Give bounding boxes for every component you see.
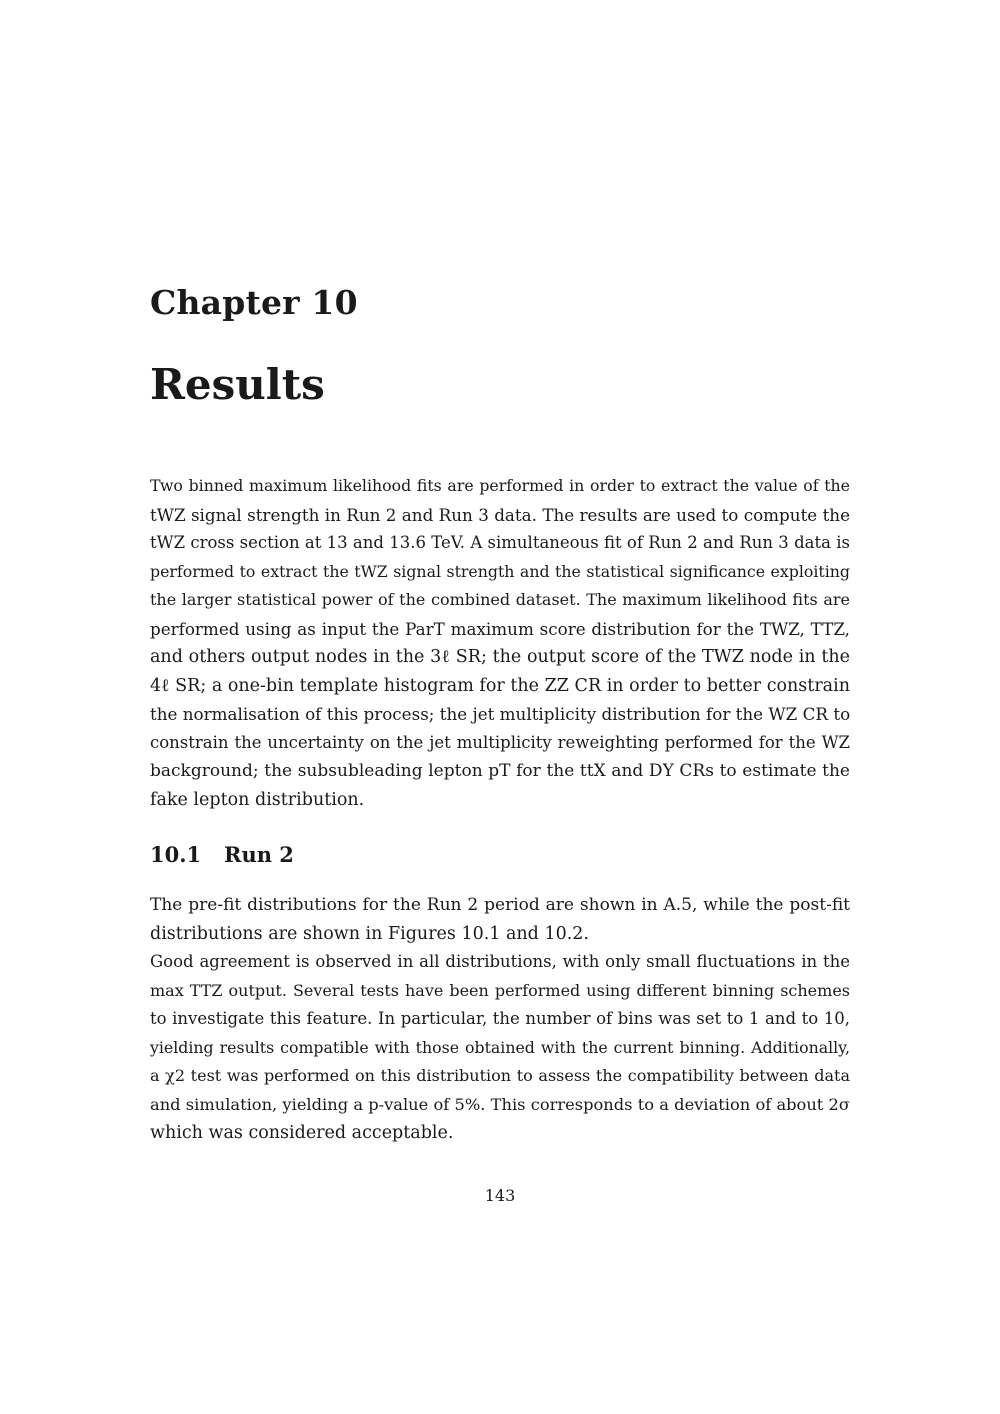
intro-paragraph — [150, 472, 850, 814]
text-line: the larger statistical power of the combined dataset. The maximum likelihood fits are — [150, 590, 850, 609]
text-line: to investigate this feature. In particular, the number of bins was set to 1 and to 10, — [150, 1009, 850, 1028]
text-line: and simulation, yielding a p-value of 5%. This corresponds to a deviation of about 2σ — [150, 1094, 850, 1114]
text-line: performed using as input the ParT maximum score distribution for the TWZ, TTZ, — [150, 618, 850, 639]
text-line: Two binned maximum likelihood fits are performed in order to extract the value of the — [150, 476, 850, 495]
text-line: performed to extract the tWZ signal strength and the statistical significance exploiting — [150, 561, 850, 581]
text-line: The pre-fit distributions for the Run 2 period are shown in A.5, while the post-fit — [150, 895, 850, 915]
text-line: constrain the uncertainty on the jet multiplicity reweighting performed for the WZ — [150, 732, 850, 752]
text-line: max TTZ output. Several tests have been performed using different binning schemes — [150, 980, 850, 1000]
text-line: yielding results compatible with those obtained with the current binning. Additionally, — [150, 1037, 850, 1057]
text-line: tWZ signal strength in Run 2 and Run 3 data. The results are used to compute the — [150, 504, 850, 525]
text-line: the normalisation of this process; the jet multiplicity distribution for the WZ CR to — [150, 704, 851, 724]
text-line: Good agreement is observed in all distributions, with only small fluctuations in the — [150, 952, 850, 971]
section-number: 10.1 — [150, 842, 202, 867]
text-line: fake lepton distribution. — [150, 789, 365, 810]
section-title: Run 2 — [224, 842, 294, 867]
chapter-label: Chapter 10 — [150, 283, 358, 322]
text-line: distributions are shown in Figures 10.1 and 10.2. — [150, 923, 589, 944]
text-line: a χ2 test was performed on this distribution to assess the compatibility between data — [150, 1066, 850, 1085]
text-line: background; the subsubleading lepton pT for the ttX and DY CRs to estimate the — [150, 761, 850, 781]
page-number: 143 — [484, 1186, 516, 1205]
section-heading — [150, 842, 294, 867]
run2-paragraph-2 — [150, 948, 850, 1148]
chapter-title: Results — [150, 360, 325, 409]
text-line: which was considered acceptable. — [150, 1123, 454, 1143]
text-line: 4ℓ SR; a one-bin template histogram for the ZZ CR in order to better constrain — [150, 675, 850, 696]
run2-paragraph-1 — [150, 891, 850, 948]
text-line: and others output nodes in the 3ℓ SR; the output score of the TWZ node in the — [150, 647, 850, 667]
text-line: tWZ cross section at 13 and 13.6 TeV. A simultaneous fit of Run 2 and Run 3 data is — [150, 533, 850, 552]
